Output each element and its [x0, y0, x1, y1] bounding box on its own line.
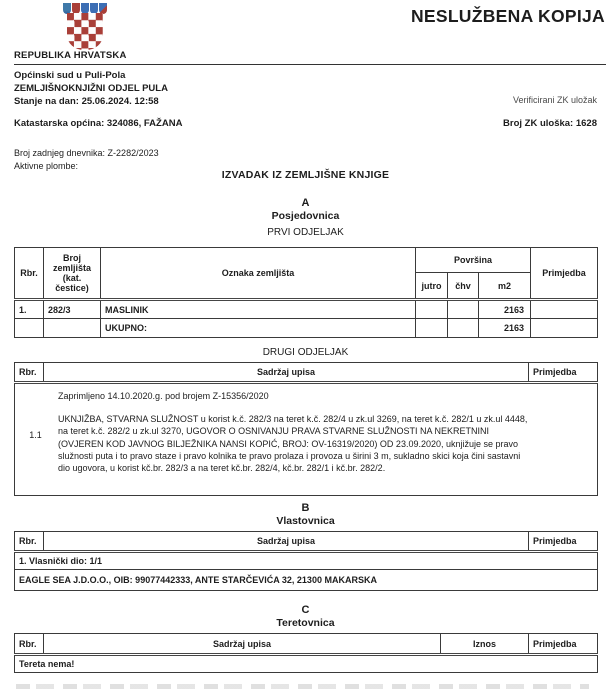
col-header-rbr: Rbr. — [15, 634, 44, 655]
table-row — [15, 570, 598, 591]
col-header-rbr: Rbr. — [15, 532, 44, 552]
col-header-parcel: Broj zemljišta (kat. čestice) — [44, 248, 101, 300]
col-header-content: Sadržaj upisa — [44, 363, 529, 383]
cell-remark — [531, 300, 598, 319]
col-header-remark: Primjedba — [529, 363, 598, 383]
col-header-amount: Iznos — [441, 634, 529, 655]
active-plombs: Aktivne plombe: — [14, 160, 79, 171]
col-header-jutro: jutro — [416, 273, 448, 300]
col-header-rbr: Rbr. — [15, 248, 44, 300]
col-header-remark: Primjedba — [529, 532, 598, 552]
col-header-content: Sadržaj upisa — [44, 634, 441, 655]
cell-m2: 2163 — [479, 300, 531, 319]
section-a-title: Posjedovnica — [271, 210, 340, 222]
cell-jutro — [416, 300, 448, 319]
col-header-m2: m2 — [479, 273, 531, 300]
cell-chv — [448, 300, 479, 319]
registration-entry-cell — [15, 383, 598, 496]
section-b-letter: B — [301, 502, 310, 514]
section-a-second-part-title: DRUGI ODJELJAK — [262, 347, 349, 358]
section-c-title: Teretovnica — [276, 617, 335, 629]
table-row — [15, 319, 598, 338]
owner-details: EAGLE SEA J.D.O.O., OIB: 99077442333, ANTE STARČEVIĆA 32, 21300 MAKARSKA — [15, 570, 598, 591]
cell-parcel — [44, 319, 101, 338]
section-b-title: Vlastovnica — [276, 515, 335, 527]
table-row — [15, 655, 598, 673]
col-header-rbr: Rbr. — [15, 363, 44, 383]
entry-text: UKNJIŽBA, STVARNA SLUŽNOST u korist k.č. 282/3 na teret k.č. 282/4 u zk.ul 3269, na teret k.č. 282/1 u zk.ul 4448, na teret k.č. 282/2 u zk.ul 3270, UGOVOR O OSNIVANJU PRAVA STVARNE SLUŽNOSTI NA NEKRETNINI (OVJEREN KOD JAVNOG BILJEŽNIKA NANSI KOPIĆ, BROJ: OV-16319/2020) OD 23.09.2020, uknjižuje se pravo služnosti puta i to pravo staze i pravo kolnika te pravo prolaza i provoza u širini 3 m, sukladno skici koja čini sastavni dio ugovora, u korist kč.br. 282/3 a na teret kč.br. 282/4, kč.br. 282/1 i kč.br. 282/2. — [58, 414, 528, 474]
entry-received-line: Zaprimljeno 14.10.2020.g. pod brojem Z-15356/2020 — [58, 391, 269, 401]
cell-designation: MASLINIK — [101, 300, 416, 319]
last-journal-number: Broj zadnjeg dnevnika: Z-2282/2023 — [14, 148, 159, 158]
col-header-content: Sadržaj upisa — [44, 532, 529, 552]
entry-number: 1.1 — [29, 430, 42, 440]
state-as-of: Stanje na dan: 25.06.2024. 12:58 — [14, 96, 159, 107]
cell-chv — [448, 319, 479, 338]
document-title: IZVADAK IZ ZEMLJIŠNE KNJIGE — [221, 169, 390, 181]
unofficial-copy-label: NESLUŽBENA KOPIJA — [410, 6, 605, 26]
cell-rbr — [15, 319, 44, 338]
section-a-letter: A — [301, 197, 310, 209]
checkerboard-shield-icon — [67, 13, 103, 50]
table-row — [15, 552, 598, 570]
cell-jutro — [416, 319, 448, 338]
court-name: Općinski sud u Puli-Pola — [14, 70, 126, 81]
croatia-coat-of-arms-icon — [57, 3, 113, 51]
court-block — [14, 69, 168, 108]
col-header-area-group: Površina — [416, 248, 531, 273]
folio-number: Broj ZK uloška: 1628 — [503, 118, 597, 129]
section-a-first-part-title: PRVI ODJELJAK — [267, 227, 344, 238]
cell-parcel: 282/3 — [44, 300, 101, 319]
table-row — [15, 300, 598, 319]
cell-designation: UKUPNO: — [101, 319, 416, 338]
col-header-chv: čhv — [448, 273, 479, 300]
ownership-share: 1. Vlasnički dio: 1/1 — [15, 552, 598, 570]
encumbrance-sheet-table — [14, 633, 598, 673]
cell-remark — [531, 319, 598, 338]
header-divider — [14, 64, 606, 65]
ownership-sheet-table — [14, 531, 598, 591]
col-header-designation: Oznaka zemljišta — [101, 248, 416, 300]
country-label: REPUBLIKA HRVATSKA — [14, 50, 127, 61]
col-header-remark: Primjedba — [529, 634, 598, 655]
table-row — [15, 383, 598, 496]
verified-note: Verificirani ZK uložak — [512, 95, 597, 105]
section-c-letter: C — [301, 604, 310, 616]
no-encumbrances-note: Tereta nema! — [15, 655, 598, 673]
cadastral-municipality: Katastarska općina: 324086, FAŽANA — [14, 118, 183, 129]
department-name: ZEMLJIŠNOKNJIŽNI ODJEL PULA — [14, 83, 168, 94]
possession-sheet-table — [14, 247, 598, 338]
cutoff-text-line — [16, 684, 589, 689]
second-part-table — [14, 362, 598, 496]
cell-rbr: 1. — [15, 300, 44, 319]
col-header-remark: Primjedba — [531, 248, 598, 300]
cell-m2: 2163 — [479, 319, 531, 338]
